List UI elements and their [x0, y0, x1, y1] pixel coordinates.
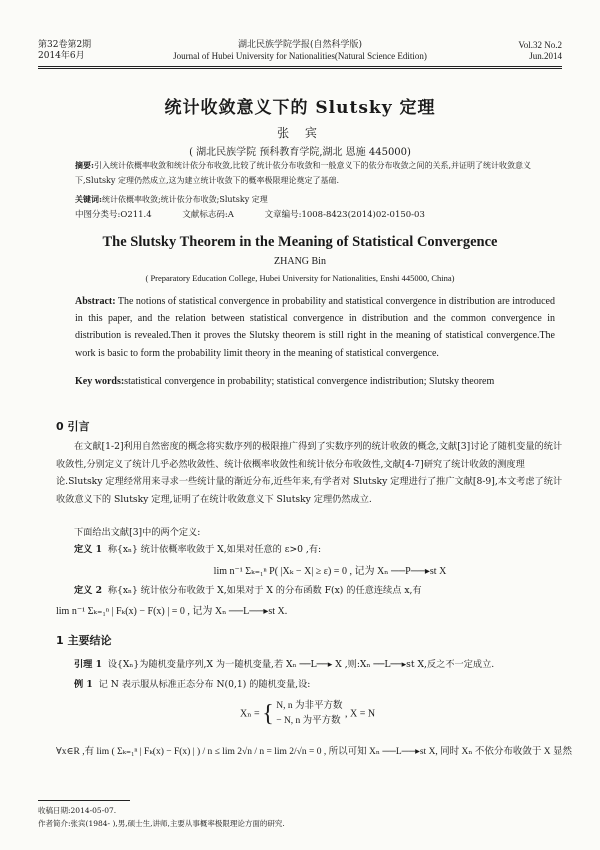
title-en: The Slutsky Theorem in the Meaning of Statistical Convergence [102, 234, 498, 250]
footnote-received: 收稿日期:2014-05-07. [38, 806, 117, 815]
keywords-en [75, 376, 575, 387]
section-0-paragraph-1: 在文献[1-2]利用自然密度的概念将实数序列的极限推广得到了实数序列的统计收敛的概念,文献[3]讨论了随机变量的统计收敛性,分别定义了统计几乎必然收敛性、统计依概率收敛性和统计依分布收敛性,文献[4-7]研究了统计收敛的测度理论.Slutsky 定理经常用来寻求一些统计量的渐近分布,近些年来,有学者对 Slutsky 定理进行了推广文献[8-9],本文考虑了统计收敛意义下的 Slutsky 定理,证明了在统计收敛意义下 Slutsky 定理仍然成立. [56, 441, 563, 505]
clc-number: 中图分类号:O211.4 [75, 210, 152, 220]
case-nonsquare: N, n 为非平方数 [276, 701, 343, 711]
keywords-cn-text: 统计依概率收敛;统计依分布收敛;Slutsky 定理 [101, 195, 268, 204]
definition-1-label: 定义 1 [74, 544, 102, 555]
date-en: Jun.2014 [529, 51, 562, 61]
date-cn: 2014年6月 [38, 51, 85, 61]
lemma-1 [56, 656, 570, 674]
abstract-en-text: The notions of statistical convergence in probability and statistical convergence in distribution are introduced in this paper, and the relation between statistical convergence in distribution and the common convergence in distribution is revealed.Then it proves the Slutsky theorem is still right in the meaning of statistical convergence.The work is basic to form the probability limit theory in the meaning of statistical convergence. [75, 296, 555, 359]
case-square: − N, n 为平方数 [276, 716, 341, 726]
affiliation-cn: ( 湖北民族学院 预科教育学院,湖北 恩施 445000) [189, 147, 411, 158]
keywords-en-label: Key words: [75, 376, 125, 387]
conclusion-text: , 所以可知 Xₙ ──L──▸st X, 同时 Xₙ 不依分布收敛于 X 显然 [323, 747, 573, 757]
definition-1-text: 称{xₙ} 统计依概率收敛于 X,如果对任意的 ε>0 ,有: [107, 544, 322, 555]
section-0-paragraph-2: 下面给出文献[3]中的两个定义: [74, 527, 201, 538]
lemma-1-text: 设{Xₙ}为随机变量序列,X 为一随机变量,若 Xₙ ──L──▸ X ,则:Xₙ ──L──▸st X,反之不一定成立. [107, 659, 495, 670]
conclusion-formula: lim ( Σₖ₌₁ⁿ | Fₖ(x) − F(x) | ) / n ≤ lim 2√n / n = lim 2/√n = 0 [96, 747, 322, 757]
lemma-1-label: 引理 1 [74, 659, 102, 670]
example-1-conclusion [56, 745, 576, 759]
brace-icon: { [262, 701, 274, 727]
definition-2-label: 定义 2 [74, 585, 102, 596]
keywords-cn-label: 关键词: [75, 194, 102, 204]
definition-1 [56, 541, 570, 559]
journal-name-en: Journal of Hubei University for Nationalities(Natural Science Edition) [173, 51, 427, 61]
conclusion-quantifier: ∀x∈R ,有 [56, 747, 95, 757]
keywords-cn [75, 192, 555, 207]
volume-cn: 第32卷第2期 [38, 40, 92, 50]
definition-1-formula: lim n⁻¹ Σₖ₌₁ⁿ P( |Xₖ − X| ≥ ε) = 0 , 记为 Xₙ ──P──▸st X [213, 566, 447, 577]
header-rule-bottom [38, 68, 562, 69]
definition-2-formula: lim n⁻¹ Σₖ₌₁ⁿ | Fₖ(x) − F(x) | = 0 , 记为 Xₙ ──L──▸st X. [56, 606, 288, 617]
header-volume [38, 40, 91, 62]
definition-2-text: 称{xₙ} 统计依分布收敛于 X,如果对于 X 的分布函数 F(x) 的任意连续点 x,有 [107, 585, 422, 596]
keywords-en-text: statistical convergence in probability; statistical convergence indistribution; Slutsky theorem [124, 376, 495, 387]
affiliation-en: ( Preparatory Education College, Hubei University for Nationalities, Enshi 445000, China) [145, 273, 455, 283]
journal-name-cn: 湖北民族学院学报(自然科学版) [237, 40, 363, 50]
example-1 [56, 676, 570, 694]
section-1-title: 1 主要结论 [56, 634, 112, 647]
abstract-en-label: Abstract: [75, 296, 116, 307]
volume-en: Vol.32 No.2 [518, 40, 562, 50]
footnote-bio: 作者简介:张宾(1984- ),男,硕士生,讲师,主要从事概率极限理论方面的研究. [38, 819, 285, 828]
xn-definition: Xₙ = [240, 708, 260, 720]
title-cn: 统计收敛意义下的 Slutsky 定理 [164, 98, 436, 118]
example-1-text: 记 N 表示服从标准正态分布 N(0,1) 的随机变量,设: [98, 679, 311, 690]
author-en: ZHANG Bin [274, 256, 326, 267]
classification [75, 208, 453, 220]
document-code: 文献标志码:A [182, 210, 234, 220]
xn-limit: , X = N [344, 708, 376, 720]
author-cn: 张 宾 [277, 126, 323, 140]
header-journal [150, 40, 450, 62]
abstract-en [75, 293, 555, 362]
article-number: 文章编号:1008-8423(2014)02-0150-03 [264, 210, 425, 220]
example-1-label: 例 1 [74, 679, 93, 690]
section-0-title: 0 引言 [56, 420, 90, 433]
example-1-piecewise [240, 699, 375, 729]
abstract-cn-text: 引入统计依概率收敛和统计依分布收敛,比较了统计依分布收敛和一般意义下的依分布收敛之间的关系,并证明了统计收敛意义下,Slutsky 定理仍然成立,这为建立统计收敛下的概率极限理论奠定了基础. [75, 161, 532, 185]
abstract-cn-label: 摘要: [75, 160, 94, 170]
footnote-rule [38, 800, 130, 801]
abstract-cn [75, 158, 555, 188]
header-volume-en [518, 40, 562, 62]
definition-2 [56, 582, 570, 600]
header-rule-top [38, 66, 562, 67]
